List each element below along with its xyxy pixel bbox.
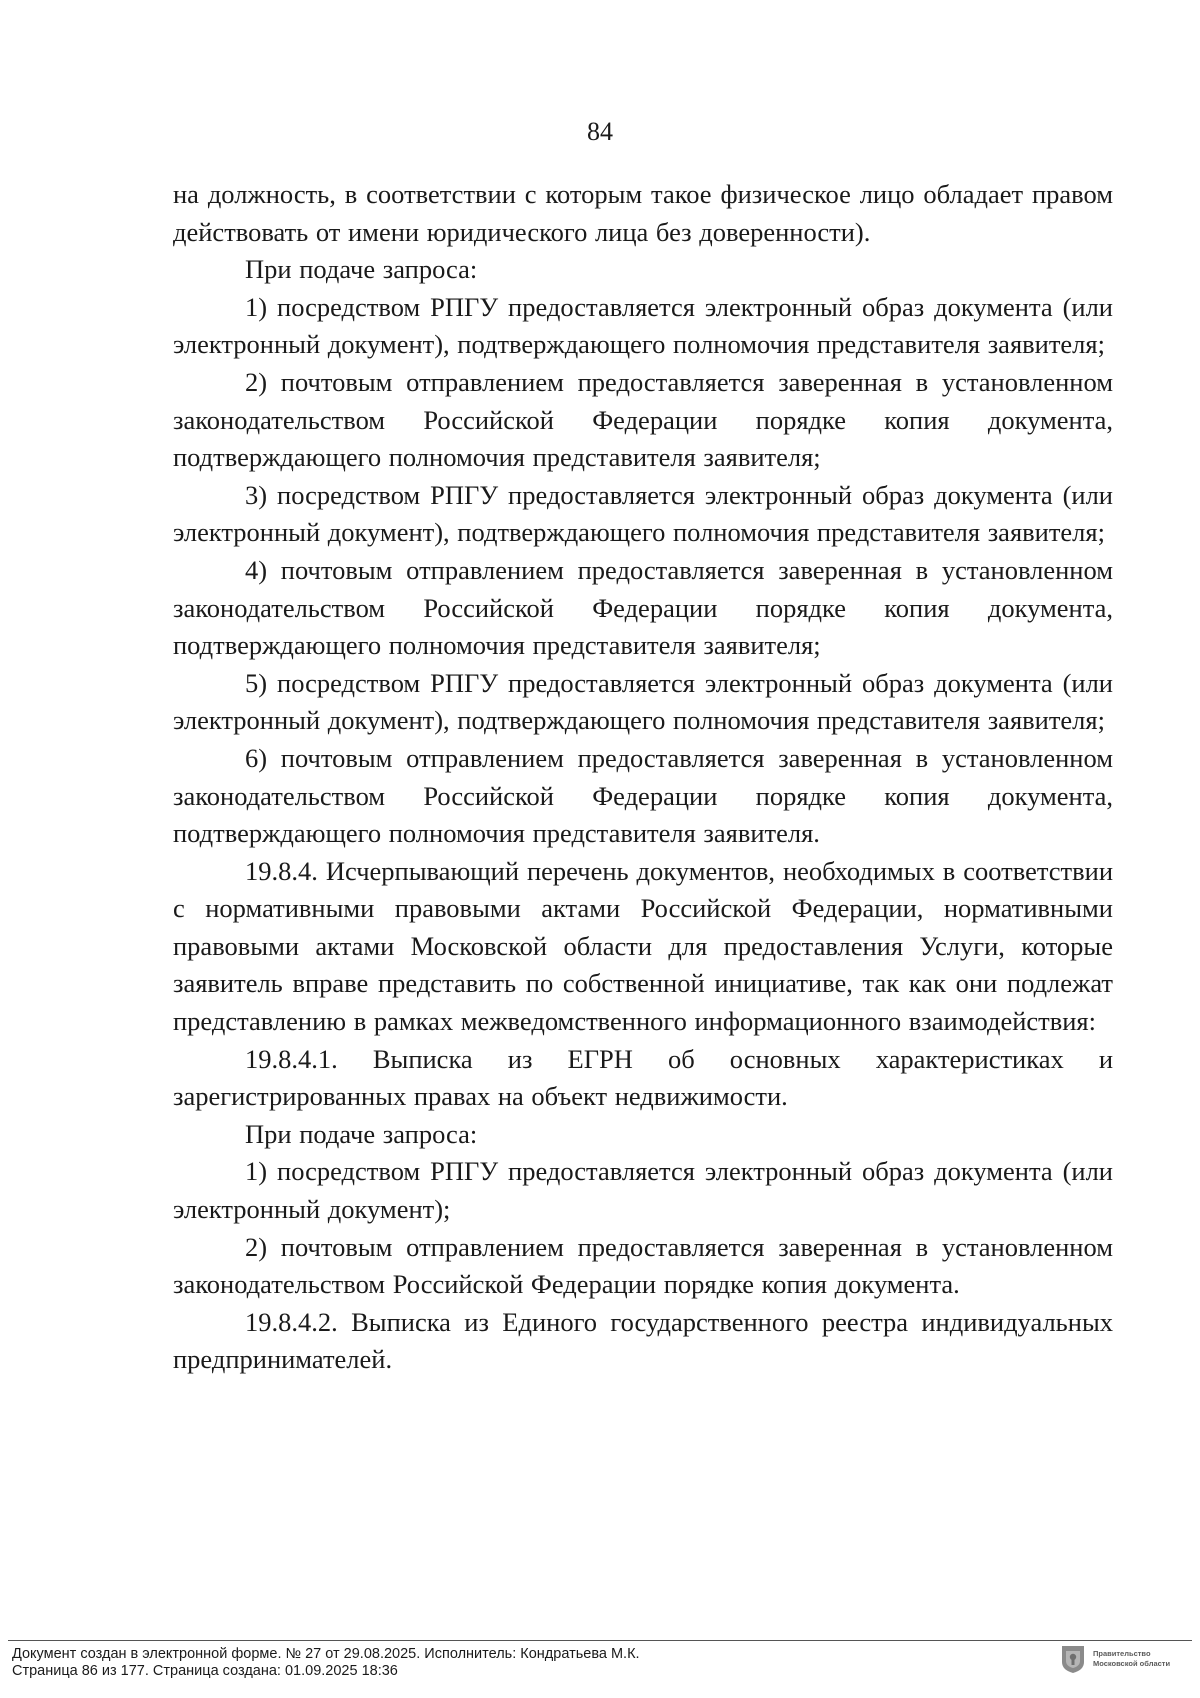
document-body: [173, 176, 1113, 1379]
page-number: 84: [587, 117, 613, 146]
paragraph: 1) посредством РПГУ предоставляется электронный образ документа (или электронный документ);: [173, 1156, 1113, 1225]
paragraph: 1) посредством РПГУ предоставляется электронный образ документа (или электронный документ), подтверждающего полномочия представителя заявителя;: [173, 291, 1113, 360]
paragraph: на должность, в соответствии с которым такое физическое лицо обладает правом действовать от имени юридического лица без доверенности).: [173, 179, 1113, 247]
paragraph: 3) посредством РПГУ предоставляется электронный образ документа (или электронный документ), подтверждающего полномочия представителя заявителя;: [173, 479, 1113, 548]
footer-page-info: Страница 86 из 177. Страница создана: 01.09.2025 18:36: [12, 1663, 398, 1679]
document-footer: [12, 1646, 640, 1680]
moscow-region-coat-of-arms-icon: [1060, 1644, 1086, 1674]
paragraph: 4) почтовым отправлением предоставляется заверенная в установленном законодательством Российской Федерации порядке копия документа, подтверждающего полномочия представителя заявителя;: [173, 554, 1113, 661]
paragraph: 19.8.4.2. Выписка из Единого государственного реестра индивидуальных предпринимателей.: [173, 1306, 1113, 1375]
footer-document-info: Документ создан в электронной форме. № 27 от 29.08.2025. Исполнитель: Кондратьева М.К.: [12, 1646, 640, 1662]
paragraph: 2) почтовым отправлением предоставляется заверенная в установленном законодательством Российской Федерации порядке копия документа.: [173, 1231, 1113, 1300]
paragraph: При подаче запроса:: [245, 254, 478, 285]
paragraph: 19.8.4.1. Выписка из ЕГРН об основных характеристиках и зарегистрированных правах на объект недвижимости.: [173, 1043, 1113, 1112]
paragraph: 19.8.4. Исчерпывающий перечень документов, необходимых в соответствии с нормативными правовыми актами Российской Федерации, нормативными правовыми актами Московской области для предоставления Услуги, которые заявитель вправе представить по собственной инициативе, так как они подлежат представлению в рамках межведомственного информационного взаимодействия:: [173, 855, 1113, 1037]
logo-text-line-1: Правительство: [1093, 1649, 1151, 1658]
paragraph: 5) посредством РПГУ предоставляется электронный образ документа (или электронный документ), подтверждающего полномочия представителя заявителя;: [173, 667, 1113, 736]
paragraph: 6) почтовым отправлением предоставляется заверенная в установленном законодательством Российской Федерации порядке копия документа, подтверждающего полномочия представителя заявителя.: [173, 742, 1113, 849]
footer-divider: [8, 1640, 1192, 1641]
government-logo: [1060, 1644, 1170, 1674]
logo-text-line-2: Московской области: [1093, 1659, 1171, 1668]
paragraph: 2) почтовым отправлением предоставляется заверенная в установленном законодательством Российской Федерации порядке копия документа, подтверждающего полномочия представителя заявителя;: [173, 366, 1113, 473]
paragraph: При подаче запроса:: [245, 1118, 478, 1149]
